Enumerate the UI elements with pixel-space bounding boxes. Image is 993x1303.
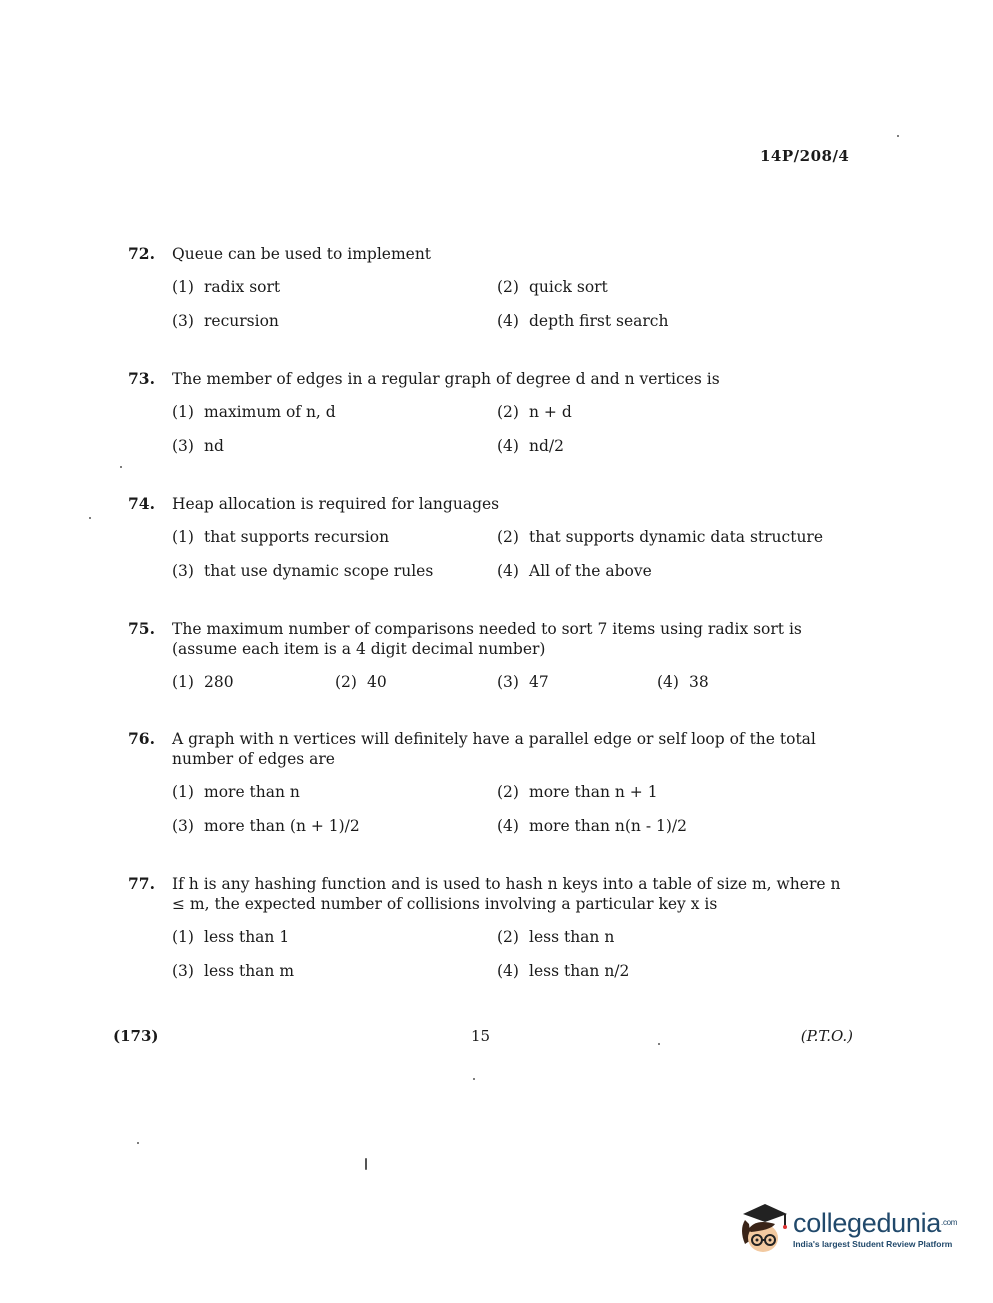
question-number: 73. [128,369,155,388]
scan-speck [897,135,899,137]
options-list [172,403,848,455]
question-number: 77. [128,874,155,893]
option-4: (4) nd/2 [497,437,564,455]
question-77 [128,874,848,980]
option-2: (2) quick sort [497,278,608,296]
option-1: (1) maximum of n, d [172,403,336,421]
question-text: The maximum number of comparisons needed to sort 7 items using radix sort is (assume each item is a 4 digit decimal number) [172,620,802,658]
scan-speck [120,466,122,468]
logo-wordmark: collegedunia$^{.com}$ [793,1207,958,1238]
question-number: 75. [128,619,155,638]
question-text: Queue can be used to implement [172,245,432,263]
question-number: 74. [128,494,155,513]
option-2: (2) 40 [335,673,387,691]
question-75 [128,619,848,691]
option-3: (3) less than m [172,962,295,980]
option-2: (2) less than n [497,928,615,946]
option-4: (4) All of the above [497,562,652,580]
option-3: (3) nd [172,437,224,455]
question-text: A graph with n vertices will definitely have a parallel edge or self loop of the total number of edges are [172,730,816,768]
paper-code: 14P/208/4 [760,147,850,165]
pto-note: (P.T.O.) [800,1027,853,1045]
options-list [172,528,848,580]
scan-speck [137,1142,139,1144]
option-1: (1) that supports recursion [172,528,390,546]
options-list [172,278,848,330]
option-4: (4) less than n/2 [497,962,630,980]
question-number: 72. [128,244,155,263]
option-3: (3) that use dynamic scope rules [172,562,434,580]
option-2: (2) that supports dynamic data structure [497,528,824,546]
page-number: 15 [471,1027,491,1045]
option-4: (4) 38 [657,673,709,691]
options-list [172,928,848,980]
student-mascot-icon [735,1200,789,1256]
question-text: The member of edges in a regular graph of degree d and n vertices is [172,370,720,388]
option-1: (1) 280 [172,673,234,691]
option-3: (3) 47 [497,673,549,691]
question-text: Heap allocation is required for languages [172,495,500,513]
option-3: (3) more than (n + 1)/2 [172,817,360,835]
scan-speck [89,517,91,519]
option-4: (4) more than n(n - 1)/2 [497,817,687,835]
question-number: 76. [128,729,155,748]
scan-mark [365,1158,367,1170]
scan-speck [473,1078,475,1080]
option-1: (1) radix sort [172,278,281,296]
question-74 [128,494,848,580]
option-2: (2) more than n + 1 [497,783,658,801]
booklet-number: (173) [113,1027,159,1045]
question-76 [128,729,848,835]
options-list [172,673,848,691]
scan-speck [658,1043,660,1045]
option-2: (2) n + d [497,403,572,421]
option-1: (1) more than n [172,783,300,801]
options-list [172,783,848,835]
question-73 [128,369,848,455]
option-4: (4) depth first search [497,312,669,330]
question-72 [128,244,848,330]
logo-tagline: India's largest Student Review Platform [793,1238,953,1249]
collegedunia-logo [735,1198,965,1258]
option-1: (1) less than 1 [172,928,290,946]
option-3: (3) recursion [172,312,279,330]
question-text: If h is any hashing function and is used to hash n keys into a table of size m, where n ≤ m, the expected number of collisions involving a particular key x is [172,875,841,913]
